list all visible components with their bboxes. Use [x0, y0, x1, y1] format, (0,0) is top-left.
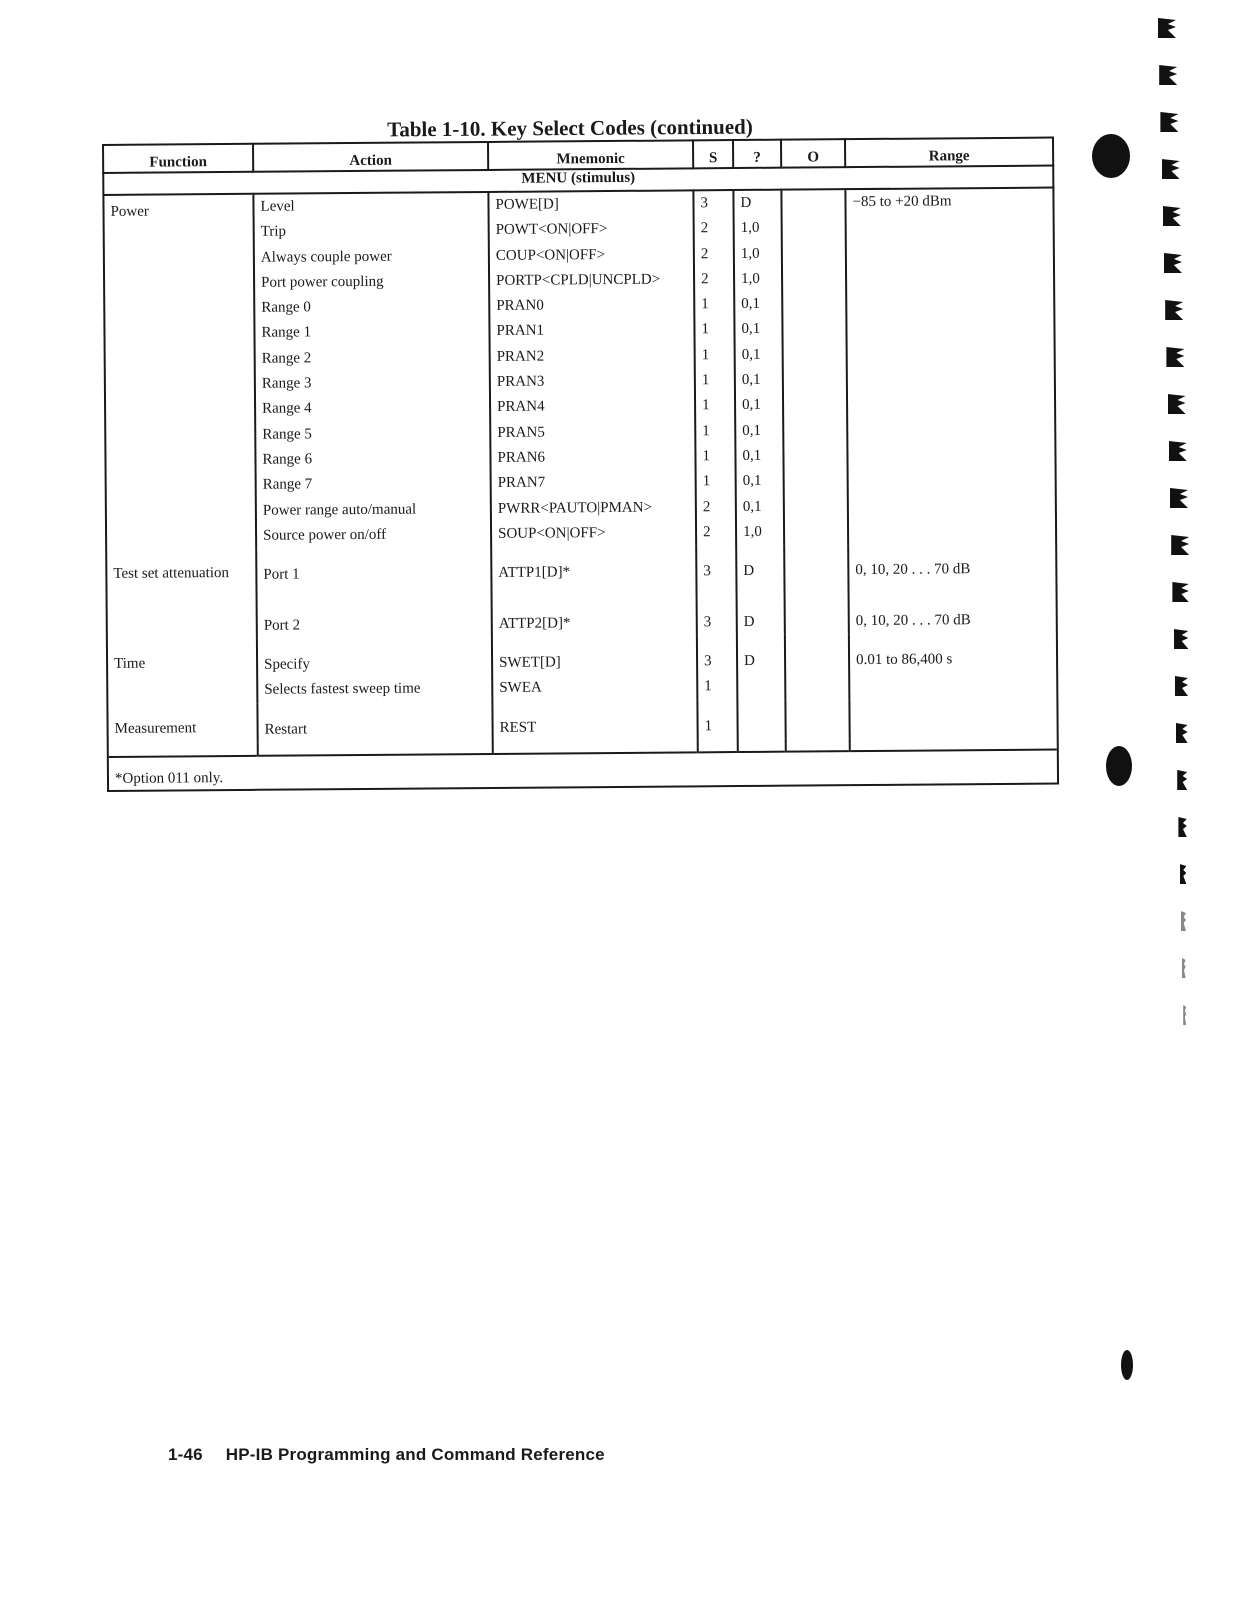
cell-function [107, 703, 257, 743]
s-line: 1 [704, 717, 713, 734]
tab-marker-icon [1163, 206, 1181, 226]
tab-marker-icon [1172, 582, 1188, 602]
spacer-cell [108, 743, 258, 757]
mnemonic-line: POWT<ON|OFF> [495, 221, 608, 239]
cell-range [845, 188, 1056, 545]
query-line: 0,1 [742, 447, 762, 464]
cell-s [693, 190, 736, 545]
query-line: 0,1 [742, 422, 762, 439]
s-line: 1 [701, 372, 710, 389]
mnemonic-line: ATTP1[D]* [498, 564, 571, 582]
table-row [103, 188, 1056, 551]
action-line: Power range auto/manual [262, 501, 417, 519]
cell-range [849, 633, 1058, 699]
mnemonic-line: PORTP<CPLD|UNCPLD> [496, 271, 661, 289]
s-line: 1 [701, 321, 710, 338]
mnemonic-line: PWRR<PAUTO|PMAN> [497, 499, 653, 517]
mnemonic-line: PRAN6 [497, 449, 546, 466]
tab-marker-icon [1166, 347, 1184, 367]
query-line [744, 713, 778, 739]
tab-marker-icon [1160, 112, 1178, 132]
mnemonic-line: PRAN3 [496, 373, 545, 390]
cell-action [257, 637, 493, 703]
cell-query [733, 190, 784, 546]
header-mnemonic: Mnemonic [488, 140, 693, 170]
s-line: 1 [702, 448, 711, 465]
tab-marker-icon [1158, 18, 1176, 38]
header-o: O [781, 139, 845, 168]
page-footer [168, 1445, 605, 1465]
spacer-cell [698, 739, 738, 752]
cell-o [785, 699, 849, 739]
tab-marker-icon [1165, 300, 1183, 320]
mnemonic-line: REST [499, 719, 537, 736]
cell-mnemonic [488, 190, 696, 547]
query-line: 0,1 [742, 473, 762, 490]
footnote: *Option 011 only. [108, 749, 1058, 790]
action-line: Range 0 [261, 299, 311, 316]
s-line: 2 [700, 220, 709, 237]
cell-s [697, 635, 738, 700]
cell-function [107, 639, 258, 705]
cell-function [106, 549, 257, 640]
query-line: D [743, 613, 755, 630]
section-label: MENU (stimulus) [103, 166, 1053, 195]
tab-marker-icon [1176, 723, 1188, 743]
tab-marker-icon [1159, 65, 1177, 85]
cell-mnemonic [491, 546, 697, 637]
s-line: 3 [703, 613, 712, 631]
cell-query [736, 545, 785, 635]
function-label: Power [110, 203, 149, 220]
key-select-codes-table [102, 137, 1057, 792]
cell-mnemonic [492, 635, 698, 701]
query-line: 0,1 [741, 371, 761, 389]
tab-marker-icon [1168, 394, 1186, 414]
s-line: 2 [702, 498, 711, 515]
header-query: ? [733, 140, 781, 168]
tab-marker-icon [1180, 864, 1187, 884]
mnemonic-line [498, 585, 689, 612]
footer-title: HP-IB Programming and Command Reference [225, 1445, 605, 1464]
query-line: 1,0 [740, 245, 760, 262]
header-s: S [693, 140, 733, 168]
spacer-cell [786, 738, 850, 752]
cell-range [849, 697, 1057, 738]
function-label: Time [114, 655, 146, 672]
header-action: Action [253, 142, 488, 172]
binder-hole-mark [1121, 1350, 1133, 1380]
action-line: Range 6 [262, 451, 313, 468]
s-line: 3 [703, 563, 711, 580]
tab-marker-icon [1183, 1005, 1186, 1025]
mnemonic-line: PRAN7 [497, 474, 546, 492]
query-line: 0,1 [741, 296, 761, 313]
footnote-row [108, 749, 1058, 790]
s-line: 3 [704, 653, 712, 670]
table-row [107, 633, 1057, 705]
tab-marker-icon [1182, 958, 1186, 978]
action-line: Source power on/off [263, 526, 387, 544]
mnemonic-line: PRAN2 [496, 348, 545, 365]
tab-marker-icon [1178, 817, 1186, 837]
tab-marker-icon [1164, 253, 1182, 273]
tab-marker-icon [1171, 535, 1189, 555]
mnemonic-line: PRAN4 [497, 398, 545, 416]
table-title: Table 1-10. Key Select Codes (continued) [387, 114, 753, 142]
action-line: Selects fastest sweep time [264, 680, 421, 699]
query-line: 0,1 [742, 397, 761, 414]
spacer-cell [738, 739, 786, 752]
s-line: 1 [702, 473, 711, 490]
s-line: 2 [700, 245, 709, 262]
action-line: Range 7 [262, 476, 313, 494]
cell-query [737, 635, 786, 700]
cell-o [785, 634, 850, 699]
cell-o [784, 544, 849, 634]
s-line: 2 [703, 524, 711, 541]
mnemonic-line: ATTP2[D]* [498, 615, 571, 632]
s-line: 1 [702, 397, 710, 414]
mnemonic-line: POWE[D] [495, 196, 559, 213]
query-line: 0,1 [742, 498, 762, 515]
query-line: 0,1 [741, 346, 761, 363]
query-line [744, 674, 778, 700]
query-line: 1,0 [741, 270, 760, 287]
tab-marker-icon [1177, 770, 1187, 790]
s-line [703, 585, 729, 611]
s-line: 1 [702, 422, 710, 439]
mnemonic-line: SOUP<ON|OFF> [498, 524, 606, 542]
query-line: D [744, 652, 755, 670]
tab-marker-icon [1169, 441, 1187, 461]
cell-s [696, 545, 737, 635]
action-line: Restart [264, 721, 308, 738]
action-line: Range 2 [261, 350, 312, 367]
page-number: 1-46 [168, 1445, 203, 1464]
cell-action [256, 547, 492, 639]
action-line: Trip [260, 223, 287, 241]
cell-function [103, 194, 256, 550]
s-line: 1 [701, 296, 709, 313]
action-line: Range 1 [261, 324, 312, 342]
header-range: Range [845, 138, 1053, 168]
s-line: 1 [701, 347, 710, 364]
binder-hole-mark [1106, 746, 1132, 786]
action-line [263, 586, 484, 613]
action-line: Always couple power [260, 248, 392, 266]
range-line: 0, 10, 20 . . . 70 dB [855, 561, 971, 579]
tab-marker-icon [1181, 911, 1186, 931]
cell-o [781, 189, 848, 545]
range-line: 0.01 to 86,400 s [856, 651, 953, 669]
binder-hole-mark [1092, 134, 1130, 178]
action-line: Port 2 [263, 617, 301, 634]
function-label: Test set attenuation [113, 565, 230, 583]
range-line: 0, 10, 20 . . . 70 dB [855, 611, 971, 629]
tab-marker-icon [1170, 488, 1188, 508]
range-line [855, 582, 1049, 609]
tab-marker-icon [1174, 629, 1189, 649]
cell-mnemonic [492, 700, 697, 741]
action-line: Range 3 [261, 375, 312, 392]
query-line: D [740, 194, 752, 211]
tab-marker-icon [1162, 159, 1180, 179]
action-line: Range 5 [262, 426, 312, 443]
s-line: 3 [700, 195, 709, 212]
s-line: 2 [701, 271, 709, 288]
cell-s [697, 700, 737, 740]
cell-action [257, 702, 492, 743]
range-line [856, 711, 1050, 738]
cell-range [848, 543, 1057, 635]
mnemonic-line: PRAN0 [496, 297, 544, 315]
table-row [106, 543, 1057, 640]
header-function: Function [103, 144, 253, 173]
tab-marker-icon [1175, 676, 1188, 696]
mnemonic-line: PRAN1 [496, 323, 545, 340]
cell-query [737, 699, 785, 739]
action-line: Specify [264, 656, 310, 673]
mnemonic-line: COUP<ON|OFF> [495, 246, 606, 264]
query-line: 0,1 [741, 321, 761, 338]
function-label: Measurement [114, 719, 197, 737]
action-line: Range 4 [262, 400, 312, 418]
mnemonic-line: SWEA [499, 679, 542, 697]
mnemonic-line: PRAN5 [497, 424, 545, 441]
query-line: 1,0 [743, 523, 762, 540]
action-line: Port 1 [263, 566, 300, 583]
action-line: Port power coupling [261, 273, 384, 291]
s-line: 1 [704, 678, 712, 695]
action-line: Level [260, 198, 295, 215]
mnemonic-line: SWET[D] [499, 654, 561, 671]
query-line: 1,0 [740, 220, 760, 237]
query-line: D [743, 563, 755, 580]
range-line: −85 to +20 dBm [852, 193, 952, 211]
cell-action [253, 192, 491, 549]
query-line [743, 584, 777, 610]
